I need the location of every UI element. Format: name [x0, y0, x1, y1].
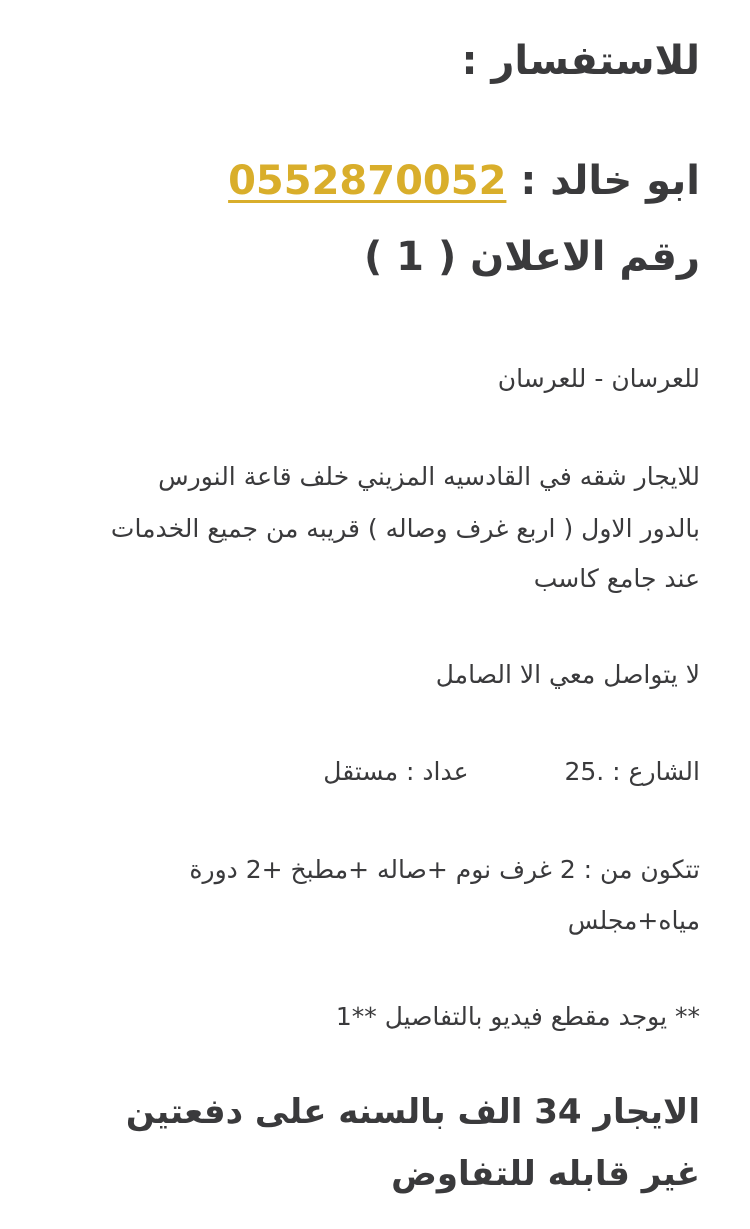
description-text-2: بالدور الاول ( اربع غرف وصاله ) قريبه من جميع الخدمات: [110, 514, 700, 543]
composition-text-1: تتكون من : 2 غرف نوم +صاله +مطبخ +2 دورة: [189, 855, 700, 884]
street-label: الشارع :: [612, 757, 700, 786]
details-line: [40, 757, 700, 786]
meter-text: عداد : مستقل: [323, 757, 469, 786]
price-line-1: [40, 1092, 700, 1132]
inquiry-label: للاستفسار :: [461, 38, 700, 84]
price-line-2: [40, 1154, 700, 1194]
description-line-1: [40, 462, 700, 491]
street-value: 25.: [564, 757, 605, 786]
contact-note-text: لا يتواصل معي الا الصامل: [435, 660, 700, 689]
video-note-text: ** يوجد مقطع فيديو بالتفاصيل **1: [335, 1002, 700, 1031]
price-text-1: الايجار 34 الف بالسنه على دفعتين: [125, 1092, 700, 1132]
description-line-3: [40, 564, 700, 593]
composition-line-2: [40, 906, 700, 935]
description-line-2: [40, 514, 700, 543]
contact-note: [40, 660, 700, 689]
phone-number-link[interactable]: 0552870052: [228, 158, 507, 204]
description-text-3: عند جامع كاسب: [533, 564, 700, 593]
video-note: [40, 1002, 700, 1031]
ad-number-label: رقم الاعلان ( 1 ): [363, 234, 700, 280]
composition-text-2: مياه+مجلس: [567, 906, 700, 935]
contact-line: [40, 158, 700, 204]
price-text-2: غير قابله للتفاوض: [391, 1154, 700, 1194]
target-audience-text: [40, 364, 700, 393]
contact-name-label: ابو خالد :: [520, 158, 700, 204]
inquiry-heading: [40, 38, 700, 84]
composition-line-1: [40, 855, 700, 884]
description-text-1: للايجار شقه في القادسيه المزيني خلف قاعة النورس: [158, 462, 700, 491]
target-audience-label: للعرسان - للعرسان: [497, 364, 700, 393]
ad-number-heading: [40, 234, 700, 280]
